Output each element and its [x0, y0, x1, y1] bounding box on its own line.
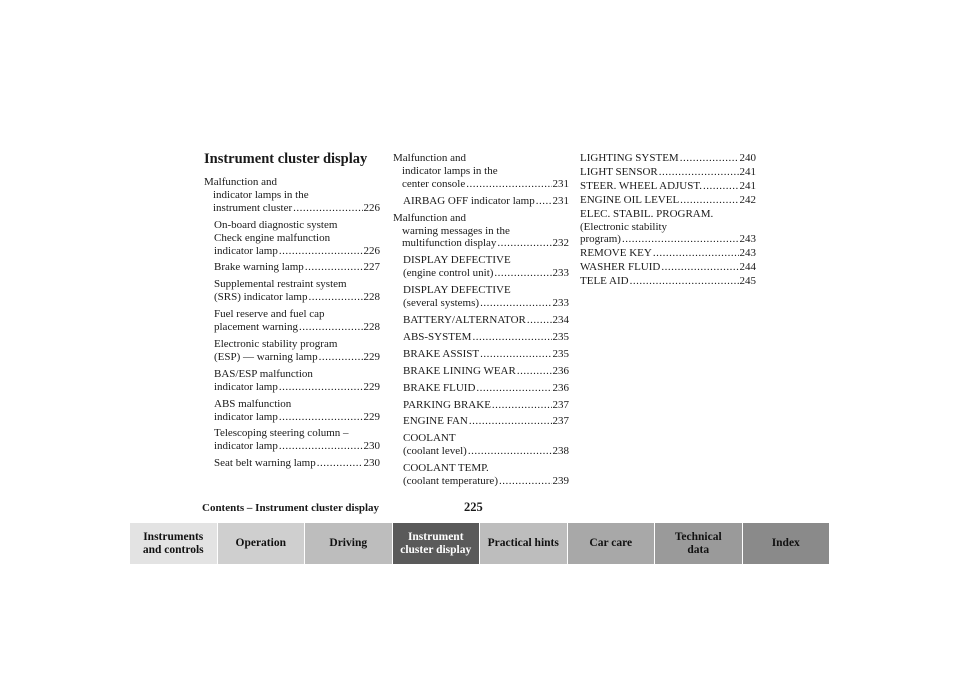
toc-entry-text: AIRBAG OFF indicator lamp — [403, 194, 535, 207]
chapter-tab-0[interactable]: Instruments and controls — [130, 523, 218, 564]
leader-dots — [466, 178, 551, 191]
toc-entry-text: indicator lamp — [214, 380, 278, 393]
toc-entry[interactable] — [204, 427, 380, 453]
toc-entry[interactable] — [580, 194, 756, 207]
toc-page-number: 232 — [552, 237, 569, 250]
toc-entry-text: REMOVE KEY — [580, 247, 652, 260]
toc-entry-text: STEER. WHEEL ADJUST. — [580, 179, 703, 192]
leader-dots — [319, 351, 363, 364]
toc-entry[interactable] — [580, 166, 756, 179]
toc-page-number: 245 — [739, 275, 756, 288]
toc-entry[interactable] — [393, 331, 569, 344]
leader-dots — [659, 166, 739, 179]
toc-page-number: 234 — [552, 313, 569, 326]
toc-entry-text: COOLANT — [403, 432, 456, 445]
toc-entry-text: indicator lamp — [214, 244, 278, 257]
toc-page-number: 236 — [552, 381, 569, 394]
leader-dots — [480, 297, 551, 310]
toc-column-2 — [393, 152, 569, 492]
toc-entry[interactable] — [204, 398, 380, 424]
toc-entry-text: (Electronic stability — [580, 220, 668, 233]
toc-entry-text: Seat belt warning lamp — [214, 457, 316, 470]
toc-entry-text: Fuel reserve and fuel cap — [214, 308, 325, 321]
toc-page-number: 235 — [552, 347, 569, 360]
toc-entry-text: DISPLAY DEFECTIVE — [403, 284, 511, 297]
toc-entry-text: warning messages in the — [402, 224, 510, 237]
toc-entry-text: program) — [580, 233, 621, 246]
toc-page-number: 228 — [363, 321, 380, 334]
chapter-tab-3[interactable]: Instrument cluster display — [393, 523, 481, 564]
toc-entry[interactable] — [393, 314, 569, 327]
toc-entry-text: BRAKE LINING WEAR — [403, 364, 516, 377]
toc-entry-text: instrument cluster — [213, 201, 293, 214]
toc-entry[interactable] — [204, 219, 380, 258]
toc-entry[interactable] — [580, 275, 756, 288]
toc-page-number: 238 — [552, 445, 569, 458]
leader-dots — [536, 195, 552, 208]
toc-entry-text: LIGHT SENSOR — [580, 165, 658, 178]
leader-dots — [279, 440, 363, 453]
toc-entry-text: DISPLAY DEFECTIVE — [403, 254, 511, 267]
leader-dots — [472, 331, 551, 344]
leader-dots — [622, 233, 739, 246]
leader-dots — [317, 457, 363, 470]
leader-dots — [527, 314, 552, 327]
toc-entry-text: multifunction display — [402, 237, 497, 250]
toc-entry[interactable] — [393, 365, 569, 378]
leader-dots — [279, 381, 363, 394]
toc-entry[interactable] — [204, 308, 380, 334]
toc-entry[interactable] — [393, 399, 569, 412]
leader-dots — [305, 261, 363, 274]
leader-dots — [293, 202, 362, 215]
chapter-tab-2[interactable]: Driving — [305, 523, 393, 564]
toc-entry[interactable] — [580, 247, 756, 260]
toc-page-number: 241 — [739, 165, 756, 178]
toc-page-number: 229 — [363, 350, 380, 363]
toc-entry[interactable] — [580, 152, 756, 165]
leader-dots — [661, 261, 738, 274]
leader-dots — [299, 321, 363, 334]
toc-page-number: 229 — [363, 410, 380, 423]
toc-entry-text: (SRS) indicator lamp — [214, 291, 308, 304]
toc-entry-text: Telescoping steering column – — [214, 427, 349, 440]
toc-page-number: 233 — [552, 297, 569, 310]
toc-page-number: 227 — [363, 261, 380, 274]
toc-entry-text: WASHER FLUID — [580, 261, 661, 274]
leader-dots — [703, 180, 738, 193]
toc-page-number: 235 — [552, 330, 569, 343]
leader-dots — [469, 415, 552, 428]
toc-page-number: 241 — [739, 179, 756, 192]
toc-page-number: 236 — [552, 364, 569, 377]
toc-entry[interactable] — [393, 462, 569, 488]
toc-entry-text: Brake warning lamp — [214, 261, 304, 274]
toc-page-number: 226 — [363, 244, 380, 257]
toc-entry-text: Malfunction and — [393, 211, 467, 224]
leader-dots — [279, 245, 363, 258]
toc-page-number: 237 — [552, 398, 569, 411]
toc-entry[interactable] — [393, 212, 569, 251]
toc-entry-text: indicator lamp — [214, 410, 278, 423]
toc-entry-text: indicator lamps in the — [402, 164, 498, 177]
leader-dots — [499, 475, 552, 488]
toc-entry-text: Malfunction and — [204, 176, 278, 188]
toc-entry[interactable] — [204, 338, 380, 364]
toc-entry-text: Supplemental restraint system — [214, 278, 347, 291]
toc-page-number: 243 — [739, 233, 756, 246]
toc-entry[interactable] — [393, 254, 569, 280]
chapter-tab-6[interactable]: Technical data — [655, 523, 743, 564]
toc-entry-text: ELEC. STABIL. PROGRAM. — [580, 207, 714, 220]
toc-page-number: 226 — [363, 201, 380, 214]
toc-entry[interactable] — [204, 176, 380, 215]
leader-dots — [517, 365, 552, 378]
toc-entry-text: PARKING BRAKE — [403, 398, 491, 411]
toc-entry[interactable] — [393, 195, 569, 208]
leader-dots — [279, 411, 363, 424]
toc-entry[interactable] — [580, 208, 756, 247]
toc-entry-text: indicator lamps in the — [213, 188, 309, 201]
toc-page-number: 230 — [363, 457, 380, 470]
footer-page-number: 225 — [464, 500, 483, 514]
toc-column-1 — [204, 176, 380, 474]
leader-dots — [492, 399, 552, 412]
chapter-tabs — [130, 523, 830, 564]
toc-entry-text: BRAKE FLUID — [403, 381, 476, 394]
toc-entry-text: center console — [402, 177, 466, 190]
toc-entry-text: LIGHTING SYSTEM — [580, 152, 679, 164]
leader-dots — [680, 152, 739, 165]
leader-dots — [476, 382, 551, 395]
toc-entry-text: (coolant level) — [403, 445, 467, 458]
leader-dots — [653, 247, 739, 260]
toc-page-number: 237 — [552, 415, 569, 428]
toc-page-number: 230 — [363, 440, 380, 453]
toc-entry[interactable] — [204, 457, 380, 470]
toc-page-number: 240 — [739, 152, 756, 164]
chapter-tab-4[interactable]: Practical hints — [480, 523, 568, 564]
toc-page-number: 231 — [552, 177, 569, 190]
toc-entry[interactable] — [393, 348, 569, 361]
toc-entry-text: (ESP) — warning lamp — [214, 350, 318, 363]
toc-entry[interactable] — [580, 180, 756, 193]
toc-entry-text: Check engine malfunction — [214, 231, 331, 244]
toc-entry-text: (coolant temperature) — [403, 475, 498, 488]
toc-column-3 — [580, 152, 756, 289]
chapter-tab-7[interactable]: Index — [743, 523, 831, 564]
toc-entry-text: BATTERY/ALTERNATOR — [403, 313, 526, 326]
toc-entry[interactable] — [204, 261, 380, 274]
toc-entry-text: indicator lamp — [214, 440, 278, 453]
leader-dots — [309, 291, 363, 304]
toc-entry[interactable] — [393, 415, 569, 428]
toc-entry-text: placement warning — [214, 321, 298, 334]
toc-entry-text: ABS-SYSTEM — [403, 330, 472, 343]
toc-entry[interactable] — [393, 284, 569, 310]
toc-entry-text: TELE AID — [580, 275, 629, 288]
toc-entry-text: ENGINE FAN — [403, 415, 468, 428]
leader-dots — [494, 267, 551, 280]
toc-entry-text: COOLANT TEMP. — [403, 462, 489, 475]
toc-page-number: 231 — [552, 194, 569, 207]
toc-page-number: 239 — [552, 475, 569, 488]
leader-dots — [630, 275, 739, 288]
toc-page-number: 233 — [552, 267, 569, 280]
toc-page-number: 244 — [739, 261, 756, 274]
toc-entry-text: (engine control unit) — [403, 267, 494, 280]
toc-entry[interactable] — [204, 278, 380, 304]
section-title: Instrument cluster display — [204, 151, 368, 167]
toc-page-number: 229 — [363, 380, 380, 393]
toc-entry-text: ENGINE OIL LEVEL — [580, 193, 680, 206]
toc-entry-text: Electronic stability program — [214, 337, 338, 350]
toc-entry-text: (several systems) — [403, 297, 480, 310]
toc-entry-text: Malfunction and — [393, 152, 467, 164]
toc-entry-text: ABS malfunction — [214, 397, 292, 410]
toc-entry[interactable] — [204, 368, 380, 394]
toc-page-number: 228 — [363, 291, 380, 304]
leader-dots — [480, 348, 551, 361]
toc-entry[interactable] — [580, 261, 756, 274]
toc-entry[interactable] — [393, 382, 569, 395]
chapter-tab-5[interactable]: Car care — [568, 523, 656, 564]
toc-page-number: 243 — [739, 247, 756, 260]
toc-page-number: 242 — [739, 193, 756, 206]
toc-entry[interactable] — [393, 152, 569, 191]
leader-dots — [468, 445, 552, 458]
chapter-tab-1[interactable]: Operation — [218, 523, 306, 564]
leader-dots — [680, 194, 738, 207]
toc-entry-text: BRAKE ASSIST — [403, 347, 480, 360]
footer-running-title: Contents – Instrument cluster display — [202, 502, 380, 514]
leader-dots — [497, 237, 551, 250]
toc-entry[interactable] — [393, 432, 569, 458]
toc-entry-text: BAS/ESP malfunction — [214, 367, 313, 380]
toc-entry-text: On-board diagnostic system — [214, 218, 338, 231]
